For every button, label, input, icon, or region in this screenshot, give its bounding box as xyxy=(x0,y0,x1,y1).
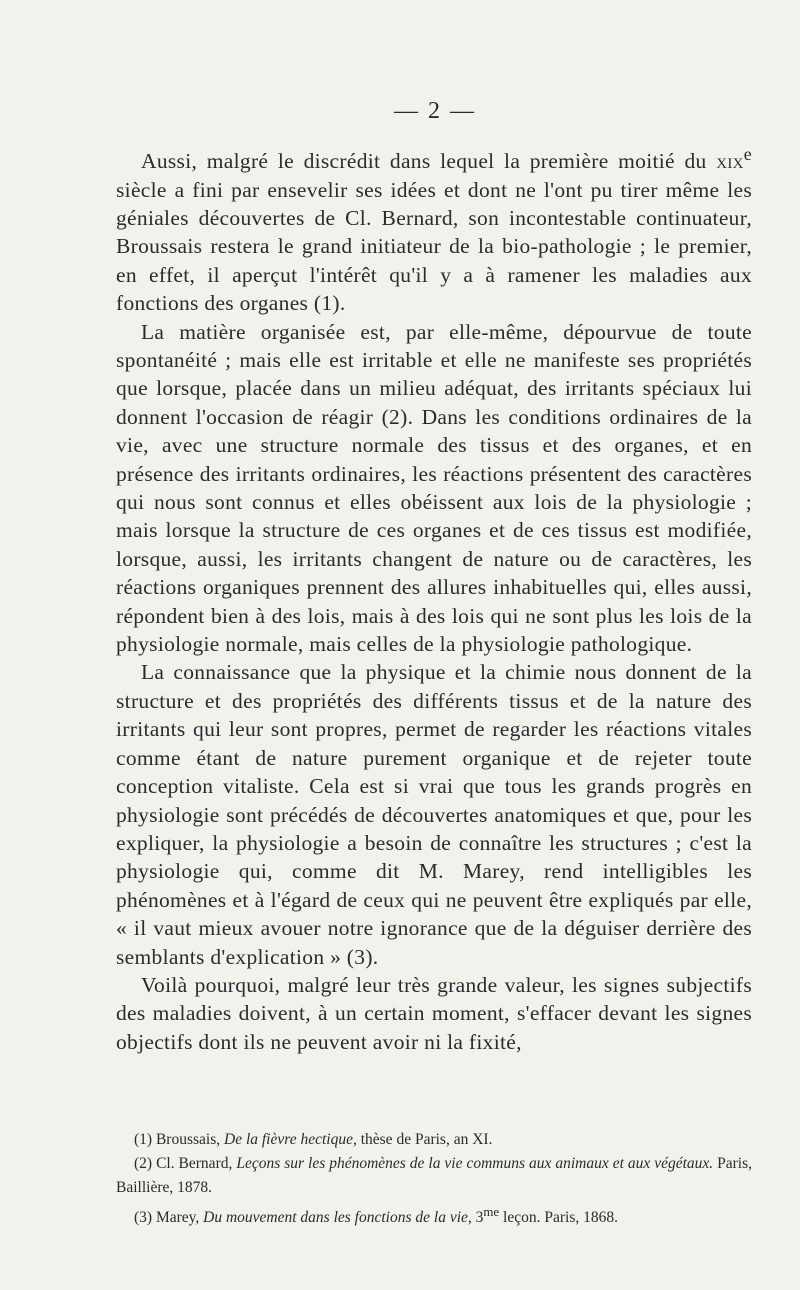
paragraph-1-pre: Aussi, malgré le discrédit dans lequel la première moitié du xyxy=(141,149,717,174)
footnote-3 xyxy=(116,1200,752,1230)
footnote-ordinal-superscript: me xyxy=(483,1204,500,1219)
footnote-rest: Paris, Baillière, 1878. xyxy=(116,1155,753,1196)
footnote-2 xyxy=(116,1152,752,1200)
footnote-number: (2) xyxy=(134,1155,153,1172)
century-numeral: xix xyxy=(716,149,744,174)
paragraph-4: Voilà pourquoi, malgré leur très grande valeur, les signes subjectifs des maladies doivent, à un certain moment, s'effacer devant les signes objectifs dont ils ne peuvent avoir ni la fixité, xyxy=(116,972,752,1054)
footnote-author: Broussais, xyxy=(155,1131,221,1148)
footnote-rest: leçon. Paris, 1868. xyxy=(499,1209,618,1227)
century-superscript: e xyxy=(743,144,752,164)
paragraph-1 xyxy=(116,140,752,318)
paragraph-3: La connaissance que la physique et la chimie nous donnent de la structure et des propriétés des différents tissus et de la nature des irritants qui leur sont propres, permet de regarder les réactions vitales comme étant de nature purement organique et de rejeter toute conception vitaliste. Cela est si vrai que tous les grands progrès en physiologie sont précédés de découvertes anatomiques et que, pour les expliquer, la physiologie a besoin de connaître les structures ; c'est la physiologie qui, comme dit M. Marey, rend intelligibles les phénomènes et à l'égard de ceux qui ne peuvent être expliqués par elle, « il vaut mieux avouer notre ignorance que de la déguiser derrière des semblants d'explication » (3). xyxy=(116,660,752,969)
paragraph-2: La matière organisée est, par elle-même, dépourvue de toute spontanéité ; mais elle est irritable et elle ne manifeste ses propriétés que lorsque, placée dans un milieu adéquat, des irritants spéciaux lui donnent l'occasion de réagir (2). Dans les conditions ordinaires de la vie, avec une structure normale des tissus et des organes, et en présence des irritants ordinaires, les réactions présentent des caractères qui nous sont connus et elles obéissent aux lois de la physiologie ; mais lorsque la structure de ces organes et de ces tissus est modifiée, lorsque, aussi, les irritants changent de nature ou de caractères, les réactions organiques prennent des allures inhabituelles qui, elles aussi, répondent bien à des lois, mais à des lois qui ne sont plus les lois de la physiologie normale, mais celles de la physiologie pathologique. xyxy=(116,319,752,657)
footnote-title: De la fièvre hectique, xyxy=(224,1131,357,1148)
footnote-title: Du mouvement dans les fonctions de la vie, xyxy=(203,1209,472,1227)
paragraph-1-post: siècle a fini par ensevelir ses idées et dont ne l'ont pu tirer même les géniales découvertes de Cl. Bernard, son incontestable continuateur, Broussais restera le grand initiateur de la bio-pathologie ; le premier, en effet, il aperçut l'intérêt qu'il y a à ramener les maladies aux fonctions des organes (1). xyxy=(116,177,752,316)
footnote-1 xyxy=(116,1128,752,1152)
footnote-author: Marey, xyxy=(155,1209,200,1227)
body-text xyxy=(116,140,752,1056)
footnote-title: Leçons sur les phénomènes de la vie communs aux animaux et aux végétaux. xyxy=(236,1155,714,1172)
footnote-ordinal: 3 xyxy=(475,1209,484,1227)
page-number: — 2 — xyxy=(394,98,476,124)
footnote-rest: thèse de Paris, an XI. xyxy=(356,1131,493,1148)
footnote-number: (3) xyxy=(134,1209,153,1227)
footnote-number: (1) xyxy=(134,1131,153,1148)
footnotes xyxy=(116,1128,752,1230)
footnote-author: Cl. Bernard, xyxy=(156,1155,233,1172)
